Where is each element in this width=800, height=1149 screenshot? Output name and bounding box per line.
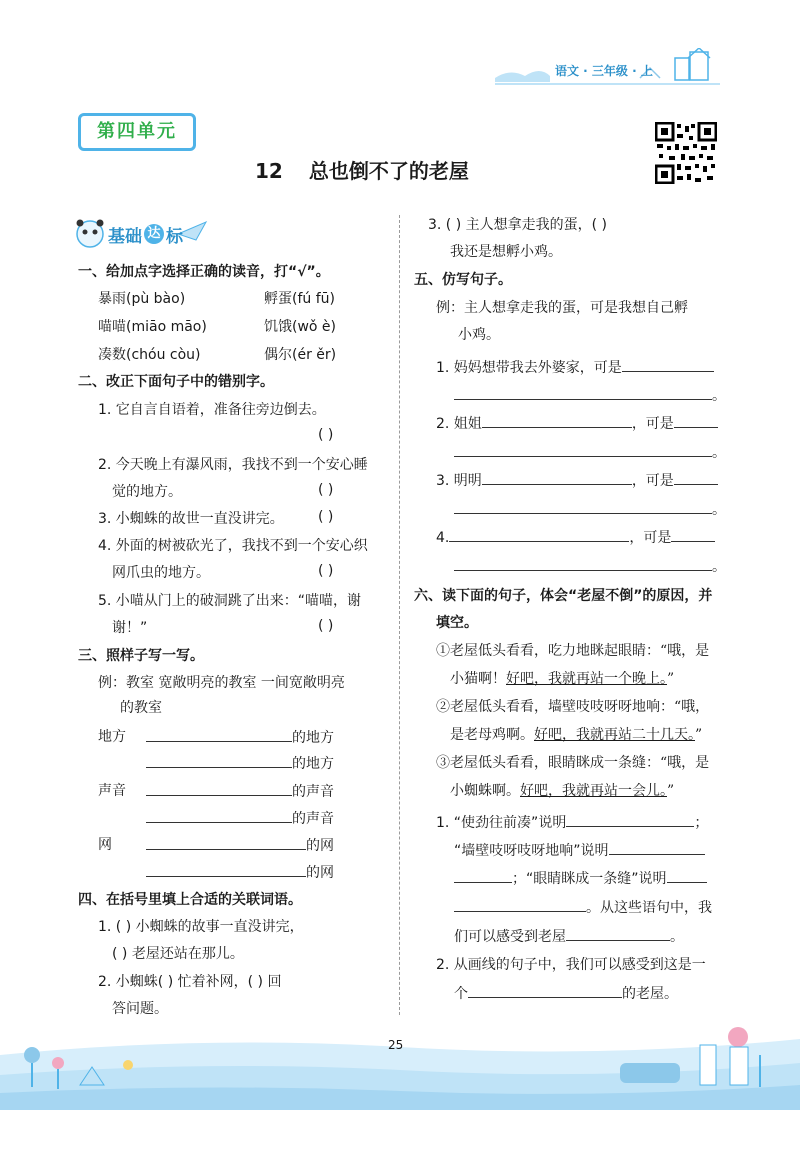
s1-item[interactable]: 偶尔(ér ěr) xyxy=(264,347,337,363)
answer-blank[interactable] xyxy=(146,727,292,742)
s6-q1d: 。从这些语句中，我 xyxy=(454,897,712,918)
section-logo xyxy=(74,216,214,256)
lesson-number: 12 xyxy=(255,159,283,183)
s4-title: 四、在括号里填上合适的关联词语。 xyxy=(78,892,302,908)
s2-q5a: 5. 小喵从门上的破洞跳了出来：“喵喵，谢 xyxy=(98,593,362,609)
s1-item[interactable]: 凑数(chóu còu) xyxy=(98,347,201,363)
s3-row: 的地方 xyxy=(146,753,334,774)
s1-item[interactable]: 饥饿(wǒ è) xyxy=(264,319,337,335)
qr-code-icon xyxy=(655,122,717,184)
s3-example-a: 例：教室 宽敞明亮的教室 一间宽敞明亮 xyxy=(98,675,345,691)
s5-example-b: 小鸡。 xyxy=(458,327,500,343)
s4-q1a[interactable]: 1. ( ) 小蜘蛛的故事一直没讲完， xyxy=(98,919,304,935)
s6-q1e: 们可以感受到老屋 。 xyxy=(454,926,684,947)
s4-q1b[interactable]: ( ) 老屋还站在那儿。 xyxy=(112,946,244,962)
s5-q1: 1. 妈妈想带我去外婆家，可是 xyxy=(436,357,714,378)
answer-paren[interactable]: ( ) xyxy=(318,618,334,634)
answer-blank[interactable] xyxy=(454,556,712,571)
s6-p2a: ②老屋低头看看，墙壁吱吱呀呀地响：“哦， xyxy=(436,699,710,715)
answer-paren[interactable]: ( ) xyxy=(318,509,334,525)
s6-p2b: 是老母鸡啊。好吧，我就再站二十几天。” xyxy=(450,727,703,743)
s5-q4-cont: 。 xyxy=(454,556,726,577)
s3-row: 的地方 xyxy=(146,727,334,748)
s3-row: 的网 xyxy=(146,862,334,883)
answer-blank[interactable] xyxy=(454,499,712,514)
logo-text-b: 达 xyxy=(144,224,164,244)
unit-badge: 第四单元 xyxy=(78,113,196,151)
s6-title-b: 填空。 xyxy=(436,615,478,631)
answer-blank[interactable] xyxy=(454,385,712,400)
logo-text-a: 基础 xyxy=(108,227,142,247)
answer-blank[interactable] xyxy=(566,812,694,827)
s6-q1b: “墙壁吱呀吱呀地响”说明 xyxy=(454,840,705,861)
s3-word: 网 xyxy=(98,837,112,853)
s4-q3b: 我还是想孵小鸡。 xyxy=(450,244,562,260)
s6-q2a: 2. 从画线的句子中，我们可以感受到这是一 xyxy=(436,957,706,973)
answer-blank[interactable] xyxy=(146,862,306,877)
s2-title: 二、改正下面句子中的错别字。 xyxy=(78,374,274,390)
answer-blank[interactable] xyxy=(622,357,714,372)
answer-paren[interactable]: ( ) xyxy=(318,427,334,443)
s5-title: 五、仿写句子。 xyxy=(414,272,512,288)
answer-blank[interactable] xyxy=(671,527,715,542)
s2-q2b: 觉的地方。 xyxy=(112,484,182,500)
answer-blank[interactable] xyxy=(566,926,670,941)
s2-q1: 1. 它自言自语着，准备往旁边倒去。 xyxy=(98,402,326,418)
answer-paren[interactable]: ( ) xyxy=(318,563,334,579)
s3-word: 地方 xyxy=(98,729,126,745)
s5-q4: 4. ，可是 xyxy=(436,527,715,548)
s2-q4a: 4. 外面的树被砍光了，我找不到一个安心织 xyxy=(98,538,368,554)
answer-blank[interactable] xyxy=(449,527,629,542)
footer-banner xyxy=(0,1015,800,1110)
column-divider xyxy=(399,215,400,1015)
logo-text-c: 标 xyxy=(166,227,183,247)
s1-item[interactable]: 暴雨(pù bào) xyxy=(98,291,186,307)
answer-blank[interactable] xyxy=(146,835,306,850)
s1-item[interactable]: 孵蛋(fú fū) xyxy=(264,291,335,307)
s6-q2b: 个 的老屋。 xyxy=(454,983,678,1004)
lesson-name: 总也倒不了的老屋 xyxy=(308,159,469,183)
s2-q5b: 谢！” xyxy=(112,620,148,636)
s5-q2: 2. 姐姐 ，可是 xyxy=(436,413,718,434)
s5-example-a: 例：主人想拿走我的蛋，可是我想自己孵 xyxy=(436,300,688,316)
s3-word: 声音 xyxy=(98,783,126,799)
answer-blank[interactable] xyxy=(468,983,622,998)
s2-q2a: 2. 今天晚上有瀑风雨，我找不到一个安心睡 xyxy=(98,457,368,473)
answer-blank[interactable] xyxy=(146,753,292,768)
answer-blank[interactable] xyxy=(674,470,718,485)
s4-q2a[interactable]: 2. 小蜘蛛( ) 忙着补网，( ) 回 xyxy=(98,974,282,990)
s6-q1a: 1. “使劲往前凑”说明 ； xyxy=(436,812,708,833)
page-number: 25 xyxy=(388,1038,404,1052)
s5-q3-cont: 。 xyxy=(454,499,726,520)
answer-blank[interactable] xyxy=(454,442,712,457)
answer-blank[interactable] xyxy=(482,413,632,428)
answer-blank[interactable] xyxy=(146,808,292,823)
s2-q4b: 网爪虫的地方。 xyxy=(112,565,210,581)
answer-blank[interactable] xyxy=(674,413,718,428)
answer-blank[interactable] xyxy=(146,781,292,796)
answer-blank[interactable] xyxy=(454,897,586,912)
s5-q2-cont: 。 xyxy=(454,442,726,463)
s6-title-a: 六、读下面的句子，体会“老屋不倒”的原因，并 xyxy=(414,588,713,604)
s3-row: 的网 xyxy=(146,835,334,856)
s6-p1b: 小猫啊！好吧，我就再站一个晚上。” xyxy=(450,671,675,687)
answer-blank[interactable] xyxy=(667,868,707,883)
answer-blank[interactable] xyxy=(454,868,512,883)
s3-title: 三、照样子写一写。 xyxy=(78,648,204,664)
answer-blank[interactable] xyxy=(482,470,632,485)
s5-q1-cont: 。 xyxy=(454,385,726,406)
subject-tag: 语文 · 三年级 · 上 xyxy=(555,64,653,78)
s1-item[interactable]: 喵喵(miāo māo) xyxy=(98,319,207,335)
s6-p3b: 小蜘蛛啊。好吧，我就再站一会儿。” xyxy=(450,783,675,799)
s4-q2b: 答问题。 xyxy=(112,1001,168,1017)
s5-q3: 3. 明明 ，可是 xyxy=(436,470,718,491)
answer-blank[interactable] xyxy=(609,840,705,855)
s4-q3a[interactable]: 3. ( ) 主人想拿走我的蛋，( ) xyxy=(428,217,608,233)
s3-example-b: 的教室 xyxy=(120,700,162,716)
s6-p3a: ③老屋低头看看，眼睛眯成一条缝：“哦，是 xyxy=(436,755,710,771)
s3-row: 的声音 xyxy=(146,781,334,802)
s2-q3: 3. 小蜘蛛的故世一直没讲完。 xyxy=(98,511,284,527)
answer-paren[interactable]: ( ) xyxy=(318,482,334,498)
s6-q1c: ；“眼睛眯成一条缝”说明 xyxy=(454,868,707,889)
s3-row: 的声音 xyxy=(146,808,334,829)
lesson-title xyxy=(255,155,555,184)
s6-p1a: ①老屋低头看看，吃力地眯起眼睛：“哦，是 xyxy=(436,643,710,659)
s1-title: 一、给加点字选择正确的读音，打“√”。 xyxy=(78,264,330,280)
